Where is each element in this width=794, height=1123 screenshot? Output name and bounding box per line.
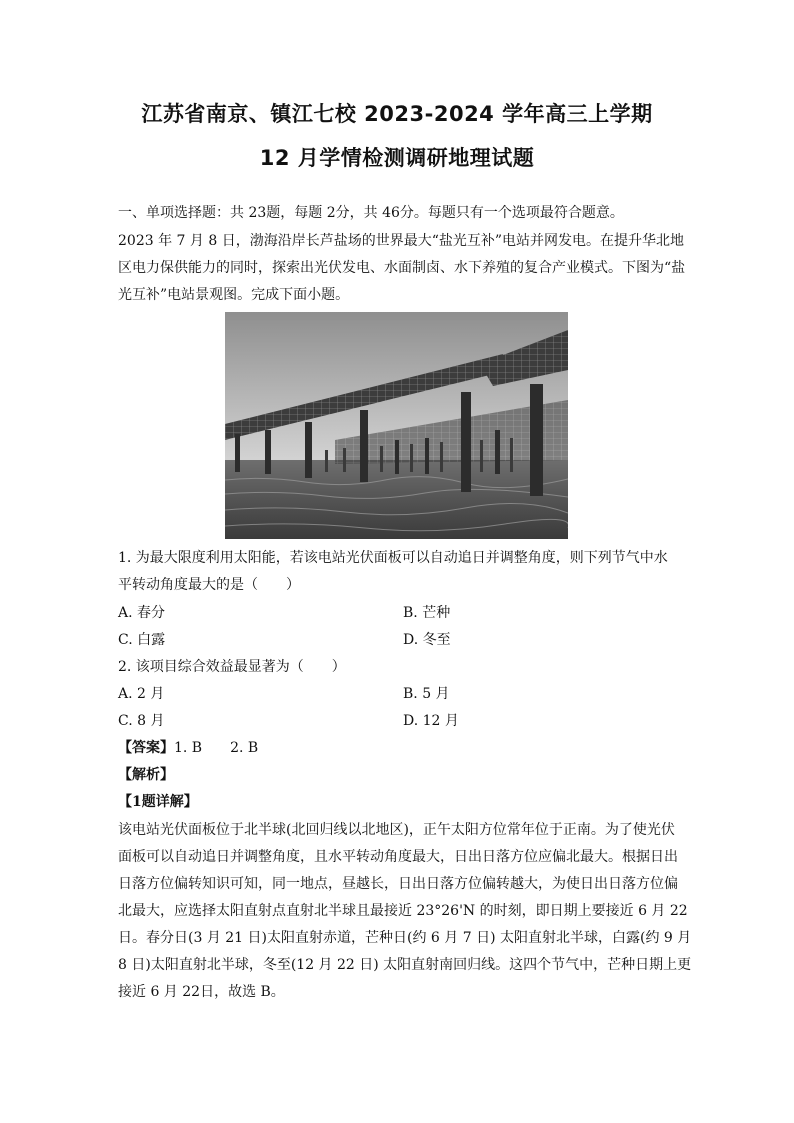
analysis-line-5: 日。春分日(3 月 21 日)太阳直射赤道，芒种日(约 6 月 7 日) 太阳直射北半球，白露(约 9 月 <box>118 930 692 946</box>
analysis-label: 【解析】 <box>118 767 174 783</box>
question-2-option-a: A. 2 月 <box>118 686 165 702</box>
question-2-option-d: D. 12 月 <box>403 713 459 729</box>
question-1-stem-line-2: 平转动角度最大的是（ ） <box>118 577 300 593</box>
answer-line <box>118 738 258 758</box>
answer-label: 【答案】 <box>118 740 174 756</box>
question-1-option-c: C. 白露 <box>118 632 166 648</box>
question-1-option-a: A. 春分 <box>118 605 166 621</box>
question-1-option-b: B. 芒种 <box>403 605 451 621</box>
question-2-option-b: B. 5 月 <box>403 686 450 702</box>
analysis-line-3: 日落方位偏转知识可知，同一地点，昼越长，日出日落方位偏转越大，为使日出日落方位偏 <box>118 876 678 892</box>
title-line-2: 12 月学情检测调研地理试题 <box>259 146 535 170</box>
question-2-stem: 2. 该项目综合效益最显著为（ ） <box>118 659 346 675</box>
analysis-line-6: 8 日)太阳直射北半球，冬至(12 月 22 日) 太阳直射南回归线。这四个节气中，芒种日期上更 <box>118 957 692 973</box>
analysis-detail-label: 【1题详解】 <box>118 794 198 810</box>
analysis-line-7: 接近 6 月 22日，故选 B。 <box>118 984 285 1000</box>
intro-line-1: 2023 年 7 月 8 日，渤海沿岸长芦盐场的世界最大“盐光互补”电站并网发电。在提升华北地 <box>118 233 685 249</box>
answer-value: 1. B 2. B <box>174 740 259 756</box>
analysis-line-1: 该电站光伏面板位于北半球(北回归线以北地区)，正午太阳方位常年位于正南。为了使光伏 <box>118 822 675 838</box>
analysis-line-4: 北最大，应选择太阳直射点直射北半球且最接近 23°26'N 的时刻，即日期上要接近 6 月 22 <box>118 903 688 919</box>
analysis-line-2: 面板可以自动追日并调整角度，且水平转动角度最大，日出日落方位应偏北最大。根据日出 <box>118 849 678 865</box>
intro-line-3: 光互补”电站景观图。完成下面小题。 <box>118 287 350 303</box>
question-1-stem-line-1: 1. 为最大限度利用太阳能，若该电站光伏面板可以自动追日并调整角度，则下列节气中水 <box>118 550 668 566</box>
question-1-option-d: D. 冬至 <box>403 632 451 648</box>
question-2-option-c: C. 8 月 <box>118 713 165 729</box>
title-line-1: 江苏省南京、镇江七校 2023-2024 学年高三上学期 <box>141 102 653 126</box>
intro-line-2: 区电力保供能力的同时，探索出光伏发电、水面制卤、水下养殖的复合产业模式。下图为“盐 <box>118 260 686 276</box>
section-heading: 一、单项选择题：共 23题，每题 2分，共 46分。每题只有一个选项最符合题意。 <box>118 205 624 221</box>
solar-station-photo-icon <box>225 312 568 539</box>
